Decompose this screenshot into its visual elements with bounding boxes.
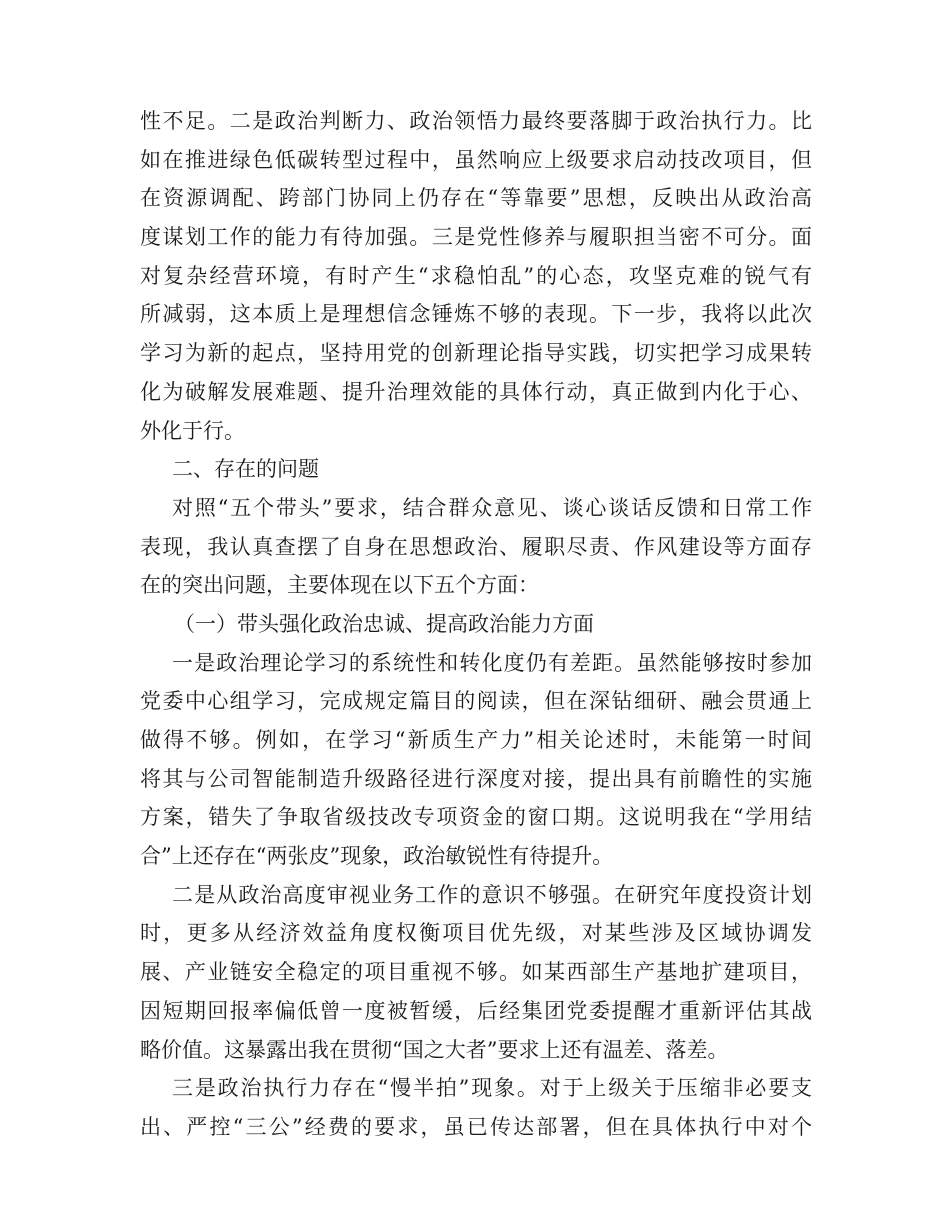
text-line: 时，更多从经济效益角度权衡项目优先级，对某些涉及区域协调发 — [140, 921, 812, 946]
text-line: 展、产业链安全稳定的项目重视不够。如某西部生产基地扩建项目， — [140, 960, 812, 985]
section-heading: 二、存在的问题 — [172, 457, 319, 482]
text-line: 做得不够。例如，在学习“新质生产力”相关论述时，未能第一时间 — [140, 728, 812, 752]
document-page — [140, 102, 812, 1147]
paragraph-first-line: 对照“五个带头”要求，结合群众意见、谈心谈话反馈和日常工作 — [172, 495, 812, 520]
text-line: 表现，我认真查摆了自身在思想政治、履职尽责、作风建设等方面存 — [140, 534, 812, 559]
text-line: 所减弱，这本质上是理想信念锤炼不够的表现。下一步，我将以此次 — [140, 302, 812, 327]
text-line: 度谋划工作的能力有待加强。三是党性修养与履职担当密不可分。面 — [140, 225, 812, 250]
text-line: 在的突出问题，主要体现在以下五个方面： — [140, 573, 539, 598]
text-line: 因短期回报率偏低曾一度被暂缓，后经集团党委提醒才重新评估其战 — [140, 998, 812, 1023]
text-line: 将其与公司智能制造升级路径进行深度对接，提出具有前瞻性的实施 — [140, 766, 812, 791]
text-line: 学习为新的起点，坚持用党的创新理论指导实践，切实把学习成果转 — [140, 341, 812, 366]
text-line: 在资源调配、跨部门协同上仍存在“等靠要”思想，反映出从政治高 — [140, 186, 812, 211]
text-line: 方案，错失了争取省级技改专项资金的窗口期。这说明我在“学用结 — [140, 805, 812, 830]
paragraph-first-line: 三是政治执行力存在“慢半拍”现象。对于上级关于压缩非必要支 — [172, 1076, 812, 1101]
text-line: 略价值。这暴露出我在贯彻“国之大者”要求上还有温差、落差。 — [140, 1037, 729, 1062]
text-line: 对复杂经营环境，有时产生“求稳怕乱”的心态，攻坚克难的锐气有 — [140, 263, 812, 288]
paragraph-first-line: 一是政治理论学习的系统性和转化度仍有差距。虽然能够按时参加 — [172, 650, 812, 675]
text-line: 性不足。二是政治判断力、政治领悟力最终要落脚于政治执行力。比 — [140, 109, 812, 133]
text-line: 合”上还存在“两张皮”现象，政治敏锐性有待提升。 — [140, 844, 614, 869]
text-line: 出、严控“三公”经费的要求，虽已传达部署，但在具体执行中对个 — [140, 1114, 812, 1139]
text-line: 党委中心组学习，完成规定篇目的阅读，但在深钻细研、融会贯通上 — [140, 689, 812, 714]
paragraph-first-line: 二是从政治高度审视业务工作的意识不够强。在研究年度投资计划 — [172, 882, 812, 907]
text-line: 外化于行。 — [140, 418, 245, 443]
text-line: 化为破解发展难题、提升治理效能的具体行动，真正做到内化于心、 — [140, 379, 812, 404]
subsection-heading: （一）带头强化政治忠诚、提高政治能力方面 — [174, 611, 594, 636]
text-line: 如在推进绿色低碳转型过程中，虽然响应上级要求启动技改项目，但 — [140, 147, 812, 172]
